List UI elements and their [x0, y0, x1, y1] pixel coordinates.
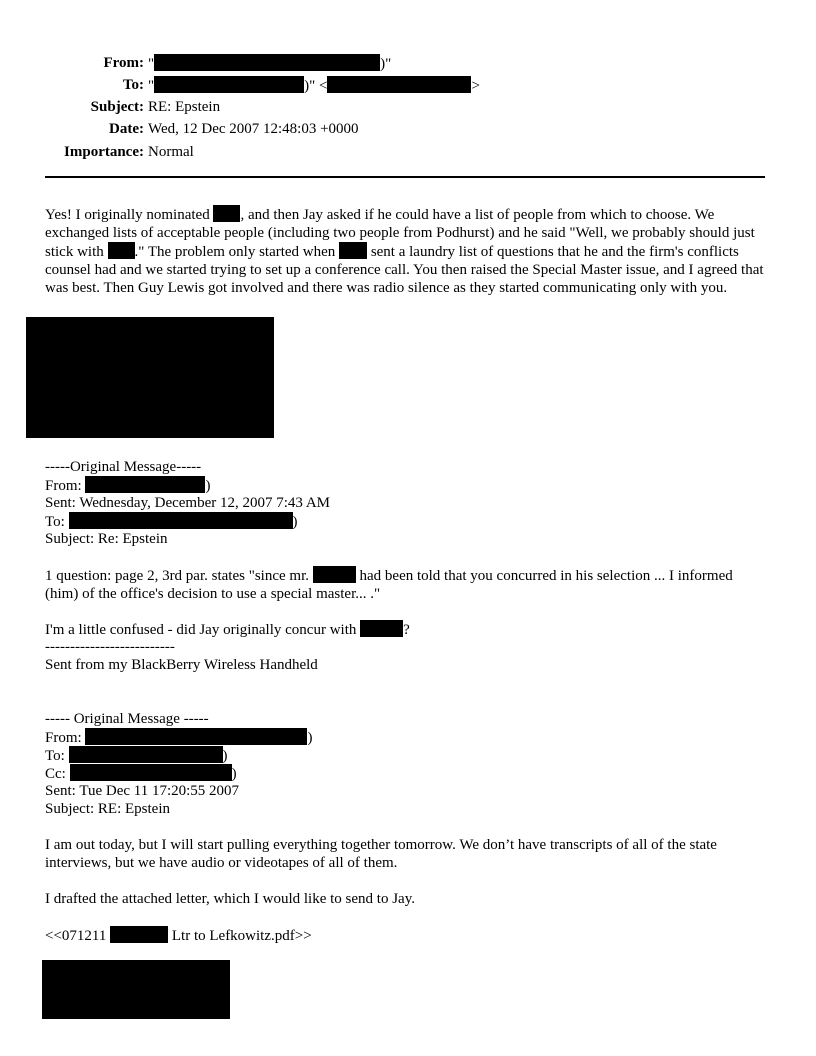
orig2-sent: Sent: Tue Dec 11 17:20:55 2007	[45, 783, 240, 799]
from-value: " )"	[148, 56, 392, 72]
redaction	[108, 242, 135, 259]
redaction	[213, 205, 240, 222]
orig1-dashes: --------------------------	[45, 639, 175, 655]
redaction	[360, 620, 403, 637]
header-to	[0, 76, 816, 94]
to-value: " )" < >	[148, 78, 480, 94]
original-message-divider: -----Original Message-----	[45, 459, 202, 475]
orig2-cc: Cc: )	[45, 766, 237, 782]
redaction-block	[26, 317, 274, 438]
orig2-paragraph: I am out today, but I will start pulling everything together tomorrow. We don’t have transcripts of all of the state interviews, but we have audio or videotapes of all of them.	[45, 837, 717, 871]
header-importance	[0, 143, 816, 161]
orig2-to: To: )	[45, 748, 228, 764]
orig1-subject: Subject: Re: Epstein	[45, 531, 168, 547]
redaction	[69, 512, 293, 529]
date-value: Wed, 12 Dec 2007 12:48:03 +0000	[148, 121, 359, 137]
redaction	[339, 242, 367, 259]
redaction	[327, 76, 471, 93]
from-label: From:	[103, 55, 144, 71]
redaction	[69, 746, 223, 763]
redaction	[154, 54, 380, 71]
orig1-confused: I'm a little confused - did Jay originally concur with ?	[45, 622, 410, 638]
orig1-signature: Sent from my BlackBerry Wireless Handheld	[45, 657, 318, 673]
orig2-drafted: I drafted the attached letter, which I would like to send to Jay.	[45, 891, 415, 907]
redaction	[70, 764, 232, 781]
orig1-to: To: )	[45, 514, 298, 530]
redaction-block	[42, 960, 230, 1019]
orig1-question: 1 question: page 2, 3rd par. states "since mr. had been told that you concurred in his selection ... I informed (him) of the office's decision to use a special master... ."	[45, 568, 733, 602]
orig1-from: From: )	[45, 478, 211, 494]
reply-paragraph: Yes! I originally nominated , and then Jay asked if he could have a list of people from which to choose. We exchanged lists of acceptable people (including two people from Podhurst) and he said "Well, we probably should just stick with ." The problem only started when sent a laundry list of questions that he and the firm's conflicts counsel had and we started trying to set up a conference call. You then raised the Special Master issue, and I agreed that was best. Then Guy Lewis got involved and there was radio silence as they started communicating only with you.	[45, 207, 764, 296]
orig1-sent: Sent: Wednesday, December 12, 2007 7:43 AM	[45, 495, 330, 511]
original-message-divider-2: ----- Original Message -----	[45, 711, 209, 727]
to-label: To:	[122, 77, 144, 93]
subject-value: RE: Epstein	[148, 99, 221, 115]
importance-value: Normal	[148, 144, 194, 160]
header-date	[0, 120, 816, 138]
redaction	[313, 566, 356, 583]
header-from	[0, 54, 816, 72]
redaction	[154, 76, 304, 93]
attachment-name[interactable]: <<071211 Ltr to Lefkowitz.pdf>>	[45, 928, 312, 944]
importance-label: Importance:	[64, 144, 144, 160]
subject-label: Subject:	[90, 99, 144, 115]
redaction	[85, 728, 307, 745]
header-subject	[0, 98, 816, 116]
orig2-from: From: )	[45, 730, 313, 746]
redaction	[110, 926, 168, 943]
redaction	[85, 476, 205, 493]
orig2-subject: Subject: RE: Epstein	[45, 801, 170, 817]
date-label: Date:	[109, 121, 144, 137]
header-divider	[45, 176, 765, 178]
